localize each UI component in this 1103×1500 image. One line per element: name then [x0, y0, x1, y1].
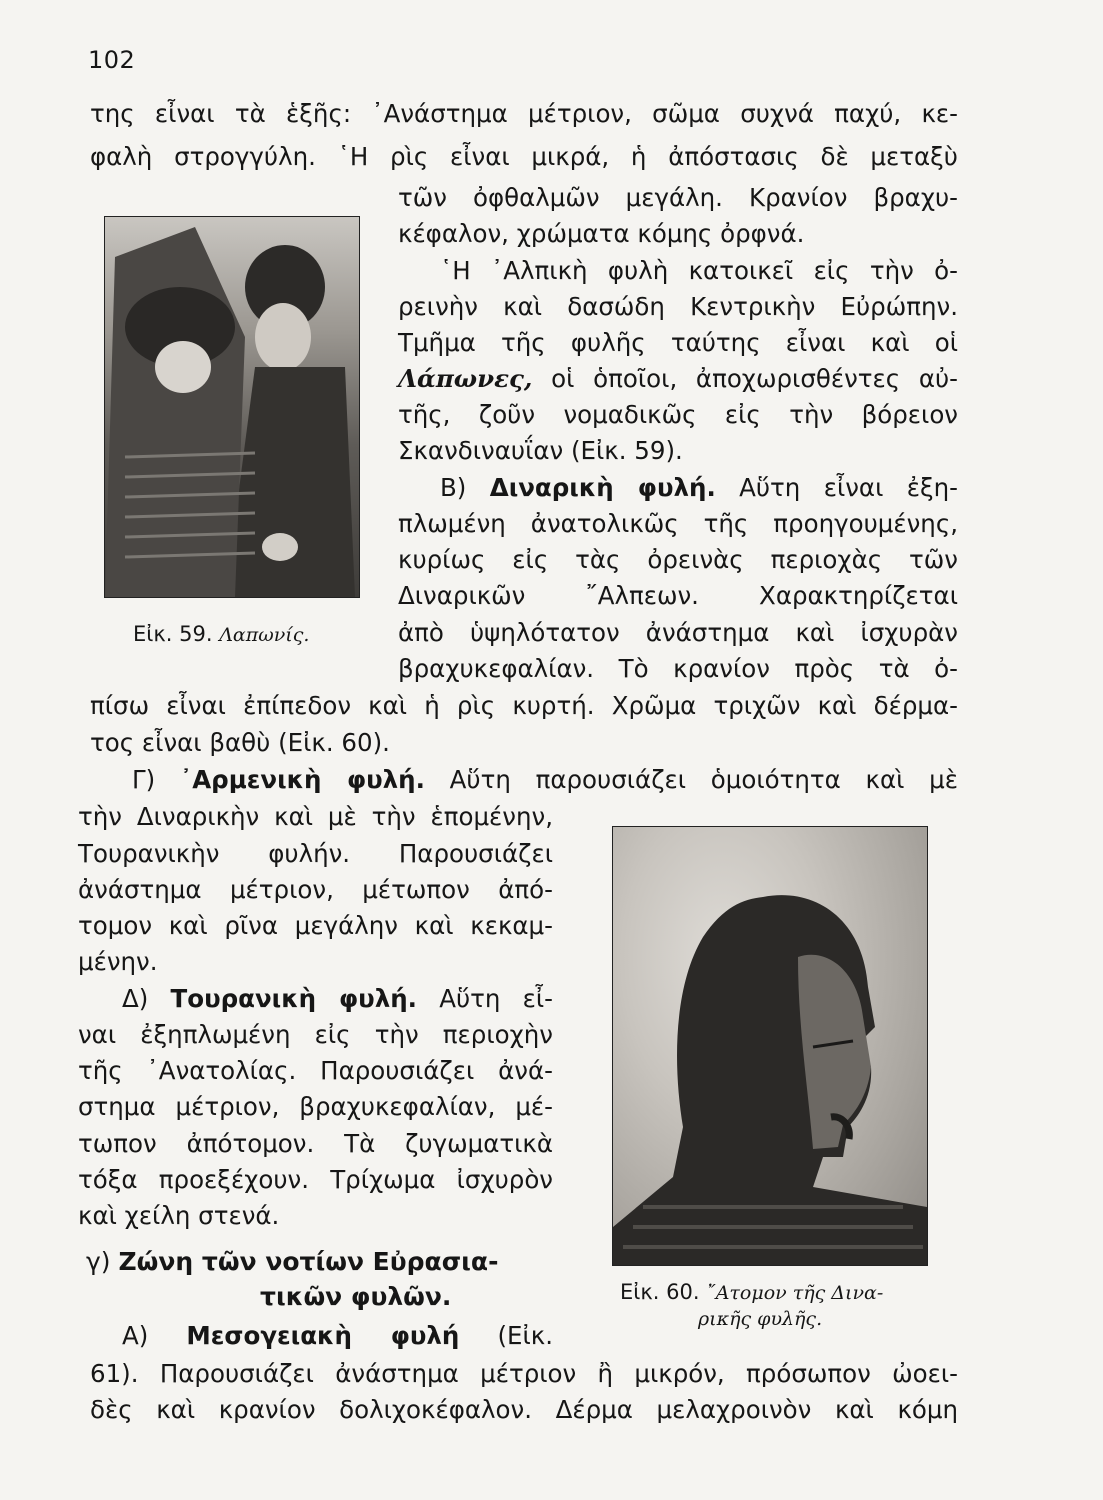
figure-59-title: Λαπωνίς. — [219, 624, 310, 646]
text-fragment: Αὕτη παρουσιάζει ὁμοιότητα καὶ μὲ — [449, 765, 958, 794]
text-line-lappones — [398, 363, 958, 394]
text-line: της εἶναι τὰ ἑξῆς: ᾽Ανάστημα μέτριον, σῶμα συχνά παχύ, κε- — [90, 99, 958, 128]
text-line: ἀπὸ ὑψηλότατον ἀνάστημα καὶ ἰσχυρὰν — [398, 618, 958, 647]
heading-turanian-line — [122, 983, 553, 1014]
text-line: καὶ χείλη στενά. — [78, 1201, 280, 1230]
text-line: τομον καὶ ρῖνα μεγάλην καὶ κεκαμ- — [78, 911, 553, 940]
text-line: ἀνάστημα μέτριον, μέτωπον ἀπό- — [78, 875, 553, 904]
zone-prefix: γ) — [86, 1247, 111, 1276]
text-line: κέφαλον, χρώματα κόμης ὀρφνά. — [398, 219, 805, 248]
text-line: τος εἶναι βαθὺ (Εἰκ. 60). — [90, 728, 390, 757]
figure-59-label: Εἰκ. 59. — [133, 622, 213, 646]
heading-dinaric-line — [440, 472, 958, 503]
text-line: δὲς καὶ κρανίον δολιχοκέφαλον. Δέρμα μελαχροινὸν καὶ κόμη — [90, 1395, 958, 1424]
text-fragment: Αὕτη εἶναι ἐξη- — [739, 473, 958, 502]
text-line: τῆς ᾽Ανατολίας. Παρουσιάζει ἀνά- — [78, 1056, 553, 1085]
text-line: πλωμένη ἀνατολικῶς τῆς προηγουμένης, — [398, 509, 958, 538]
text-line: τόξα προεξέχουν. Τρίχωμα ἰσχυρὸν — [78, 1165, 553, 1194]
section-prefix: Α) — [122, 1321, 149, 1350]
text-line: Τμῆμα τῆς φυλῆς ταύτης εἶναι καὶ οἱ — [398, 328, 958, 357]
text-line: ναι ἐξηπλωμένη εἰς τὴν περιοχὴν — [78, 1020, 553, 1049]
section-prefix: Β) — [440, 473, 467, 502]
text-fragment: Αὕτη εἶ- — [439, 984, 553, 1013]
heading-armenian: ᾽Αρμενικὴ φυλή. — [179, 765, 425, 794]
text-fragment: οἱ ὁποῖοι, ἀποχωρισθέντες αὐ- — [551, 364, 958, 393]
heading-mediterranean-line — [122, 1320, 553, 1351]
section-prefix: Δ) — [122, 984, 149, 1013]
zone-heading-line-1 — [86, 1246, 498, 1277]
heading-turanian: Τουρανικὴ φυλή. — [170, 984, 417, 1013]
text-fragment: (Εἰκ. — [497, 1321, 553, 1350]
zone-heading-2: τικῶν φυλῶν. — [260, 1282, 452, 1311]
text-line: 61). Παρουσιάζει ἀνάστημα μέτριον ἢ μικρόν, πρόσωπον ὠοει- — [90, 1359, 958, 1388]
text-line: ῾Η ᾽Αλπικὴ φυλὴ κατοικεῖ εἰς τὴν ὀ- — [440, 256, 958, 285]
text-line: Τουρανικὴν φυλήν. Παρουσιάζει — [78, 839, 553, 868]
text-line: τῆς, ζοῦν νομαδικῶς εἰς τὴν βόρειον — [398, 400, 958, 429]
text-line: κυρίως εἰς τὰς ὀρεινὰς περιοχὰς τῶν — [398, 545, 958, 574]
heading-mediterranean: Μεσογειακὴ φυλή — [186, 1321, 460, 1350]
figure-60-caption-cont — [698, 1306, 822, 1330]
figure-60-caption — [620, 1280, 883, 1304]
photo-dinaric-man-profile — [612, 826, 928, 1266]
photo-lapp-woman-and-child — [104, 216, 360, 598]
text-line: τὴν Διναρικὴν καὶ μὲ τὴν ἑπομένην, — [78, 802, 553, 831]
text-line: τῶν ὀφθαλμῶν μεγάλη. Κρανίον βραχυ- — [398, 183, 958, 212]
text-line: Σκανδιναυΐαν (Εἰκ. 59). — [398, 436, 683, 465]
section-prefix: Γ) — [132, 765, 156, 794]
text-line: πίσω εἶναι ἐπίπεδον καὶ ἡ ρὶς κυρτή. Χρῶμα τριχῶν καὶ δέρμα- — [90, 691, 958, 720]
lappones-term: Λάπωνες, — [398, 364, 533, 393]
text-line: μένην. — [78, 947, 158, 976]
text-line: ρεινὴν καὶ δασώδη Κεντρικὴν Εὐρώπην. — [398, 292, 958, 321]
text-line: φαλὴ στρογγύλη. ῾Η ρὶς εἶναι μικρά, ἡ ἀπόστασις δὲ μεταξὺ — [90, 142, 958, 171]
figure-60-label: Εἰκ. 60. — [620, 1280, 700, 1304]
text-line: Διναρικῶν ῎Αλπεων. Χαρακτηρίζεται — [398, 581, 958, 610]
figure-59-caption — [133, 622, 309, 646]
figure-60-title-2: ρικῆς φυλῆς. — [698, 1308, 823, 1330]
text-line: βραχυκεφαλίαν. Τὸ κρανίον πρὸς τὰ ὀ- — [398, 654, 958, 683]
heading-armenian-line — [132, 764, 958, 795]
figure-60-title-1: ῎Ατομον τῆς Δινα- — [706, 1282, 884, 1304]
zone-heading-1: Ζώνη τῶν νοτίων Εὐρασια- — [118, 1247, 499, 1276]
text-line: τωπον ἀπότομον. Τὰ ζυγωματικὰ — [78, 1129, 553, 1158]
page-number: 102 — [88, 46, 136, 74]
text-line: στημα μέτριον, βραχυκεφαλίαν, μέ- — [78, 1092, 553, 1121]
heading-dinaric: Διναρικὴ φυλή. — [489, 473, 716, 502]
